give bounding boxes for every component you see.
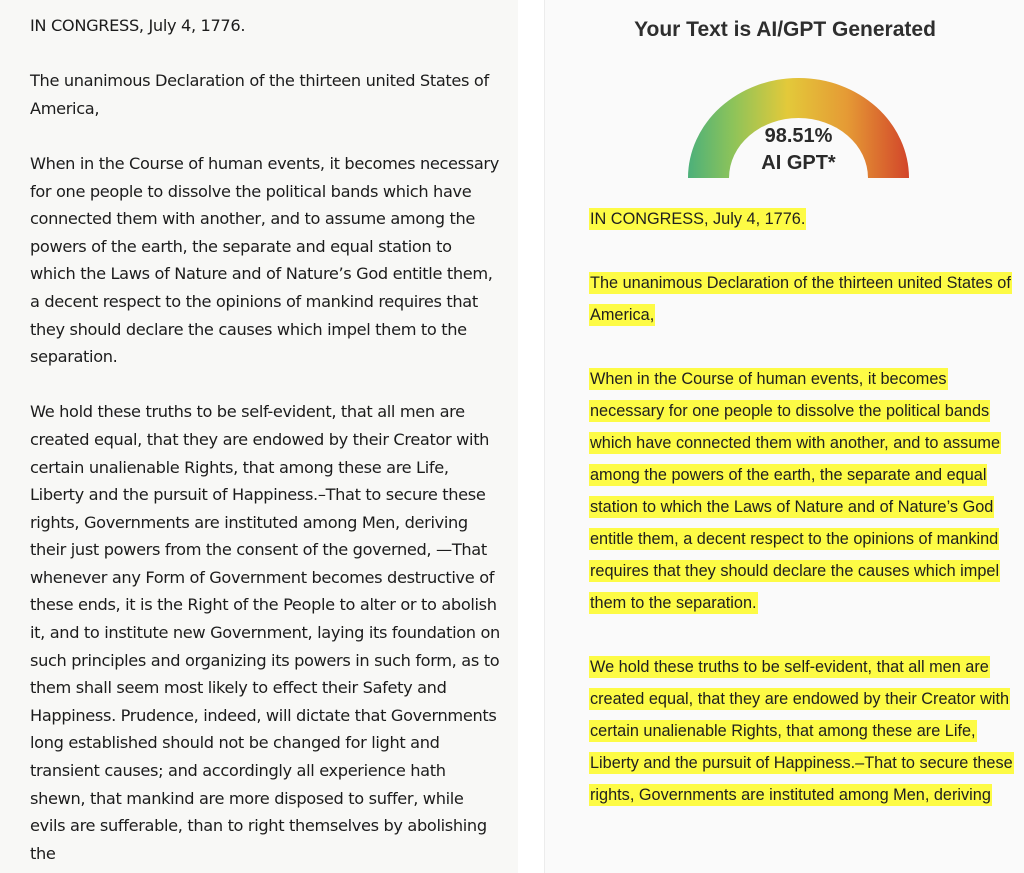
source-paragraph: We hold these truths to be self-evident, that all men are created equal, that they are endowed by their Creator with certain unalienable Rights, that among these are Life, Liberty and the pursuit of Happiness.–That to secure these rights, Governments are instituted among Men, deriving their just powers from the consent of the governed, —That whenever any Form of Government becomes destructive of these ends, it is the Right of the People to alter or to abolish it, and to institute new Government, laying its foundation on such principles and organizing its powers in such form, as to them shall seem most likely to effect their Safety and Happiness. Prudence, indeed, will dictate that Governments long established should not be changed for light and transient causes; and accordingly all experience hath shewn, that mankind are more disposed to suffer, while evils are sufferable, than to right themselves by abolishing the (30, 402, 500, 863)
ai-highlight: The unanimous Declaration of the thirteen united States of America, (590, 274, 1011, 324)
panel-divider (518, 0, 544, 873)
ai-score-gauge (686, 74, 911, 182)
source-paragraph: IN CONGRESS, July 4, 1776. (30, 16, 246, 35)
source-text[interactable] (30, 12, 500, 873)
ai-highlight: We hold these truths to be self-evident, that all men are created equal, that they are endowed by their Creator with certain unalienable Rights, that among these are Life, Liberty and the pursuit of Happiness.–That to secure these rights, Governments are instituted among Men, deriving (590, 658, 1013, 804)
highlighted-paragraph (589, 363, 1013, 619)
ai-highlight: IN CONGRESS, July 4, 1776. (590, 210, 806, 228)
ai-score-percent: 98.51% (764, 125, 833, 147)
highlighted-text[interactable] (589, 203, 1013, 843)
source-paragraph: The unanimous Declaration of the thirteen united States of America, (30, 71, 489, 118)
ai-score-label: AI GPT* (761, 152, 836, 174)
ai-highlight: When in the Course of human events, it becomes necessary for one people to dissolve the political bands which have connected them with another, and to assume among the powers of the earth, the separate and equal station to which the Laws of Nature and of Nature’s God entitle them, a decent respect to the opinions of mankind requires that they should declare the causes which impel them to the separation. (590, 370, 1000, 612)
detection-result-panel[interactable] (544, 0, 1024, 873)
highlighted-paragraph (589, 203, 1013, 235)
highlighted-paragraph (589, 267, 1013, 331)
highlighted-paragraph (589, 651, 1013, 811)
result-title: Your Text is AI/GPT Generated (634, 18, 936, 41)
source-paragraph: When in the Course of human events, it becomes necessary for one people to dissolve the political bands which have connected them with another, and to assume among the powers of the earth, the separate and equal station to which the Laws of Nature and of Nature’s God entitle them, a decent respect to the opinions of mankind requires that they should declare the causes which impel them to the separation. (30, 153, 499, 367)
